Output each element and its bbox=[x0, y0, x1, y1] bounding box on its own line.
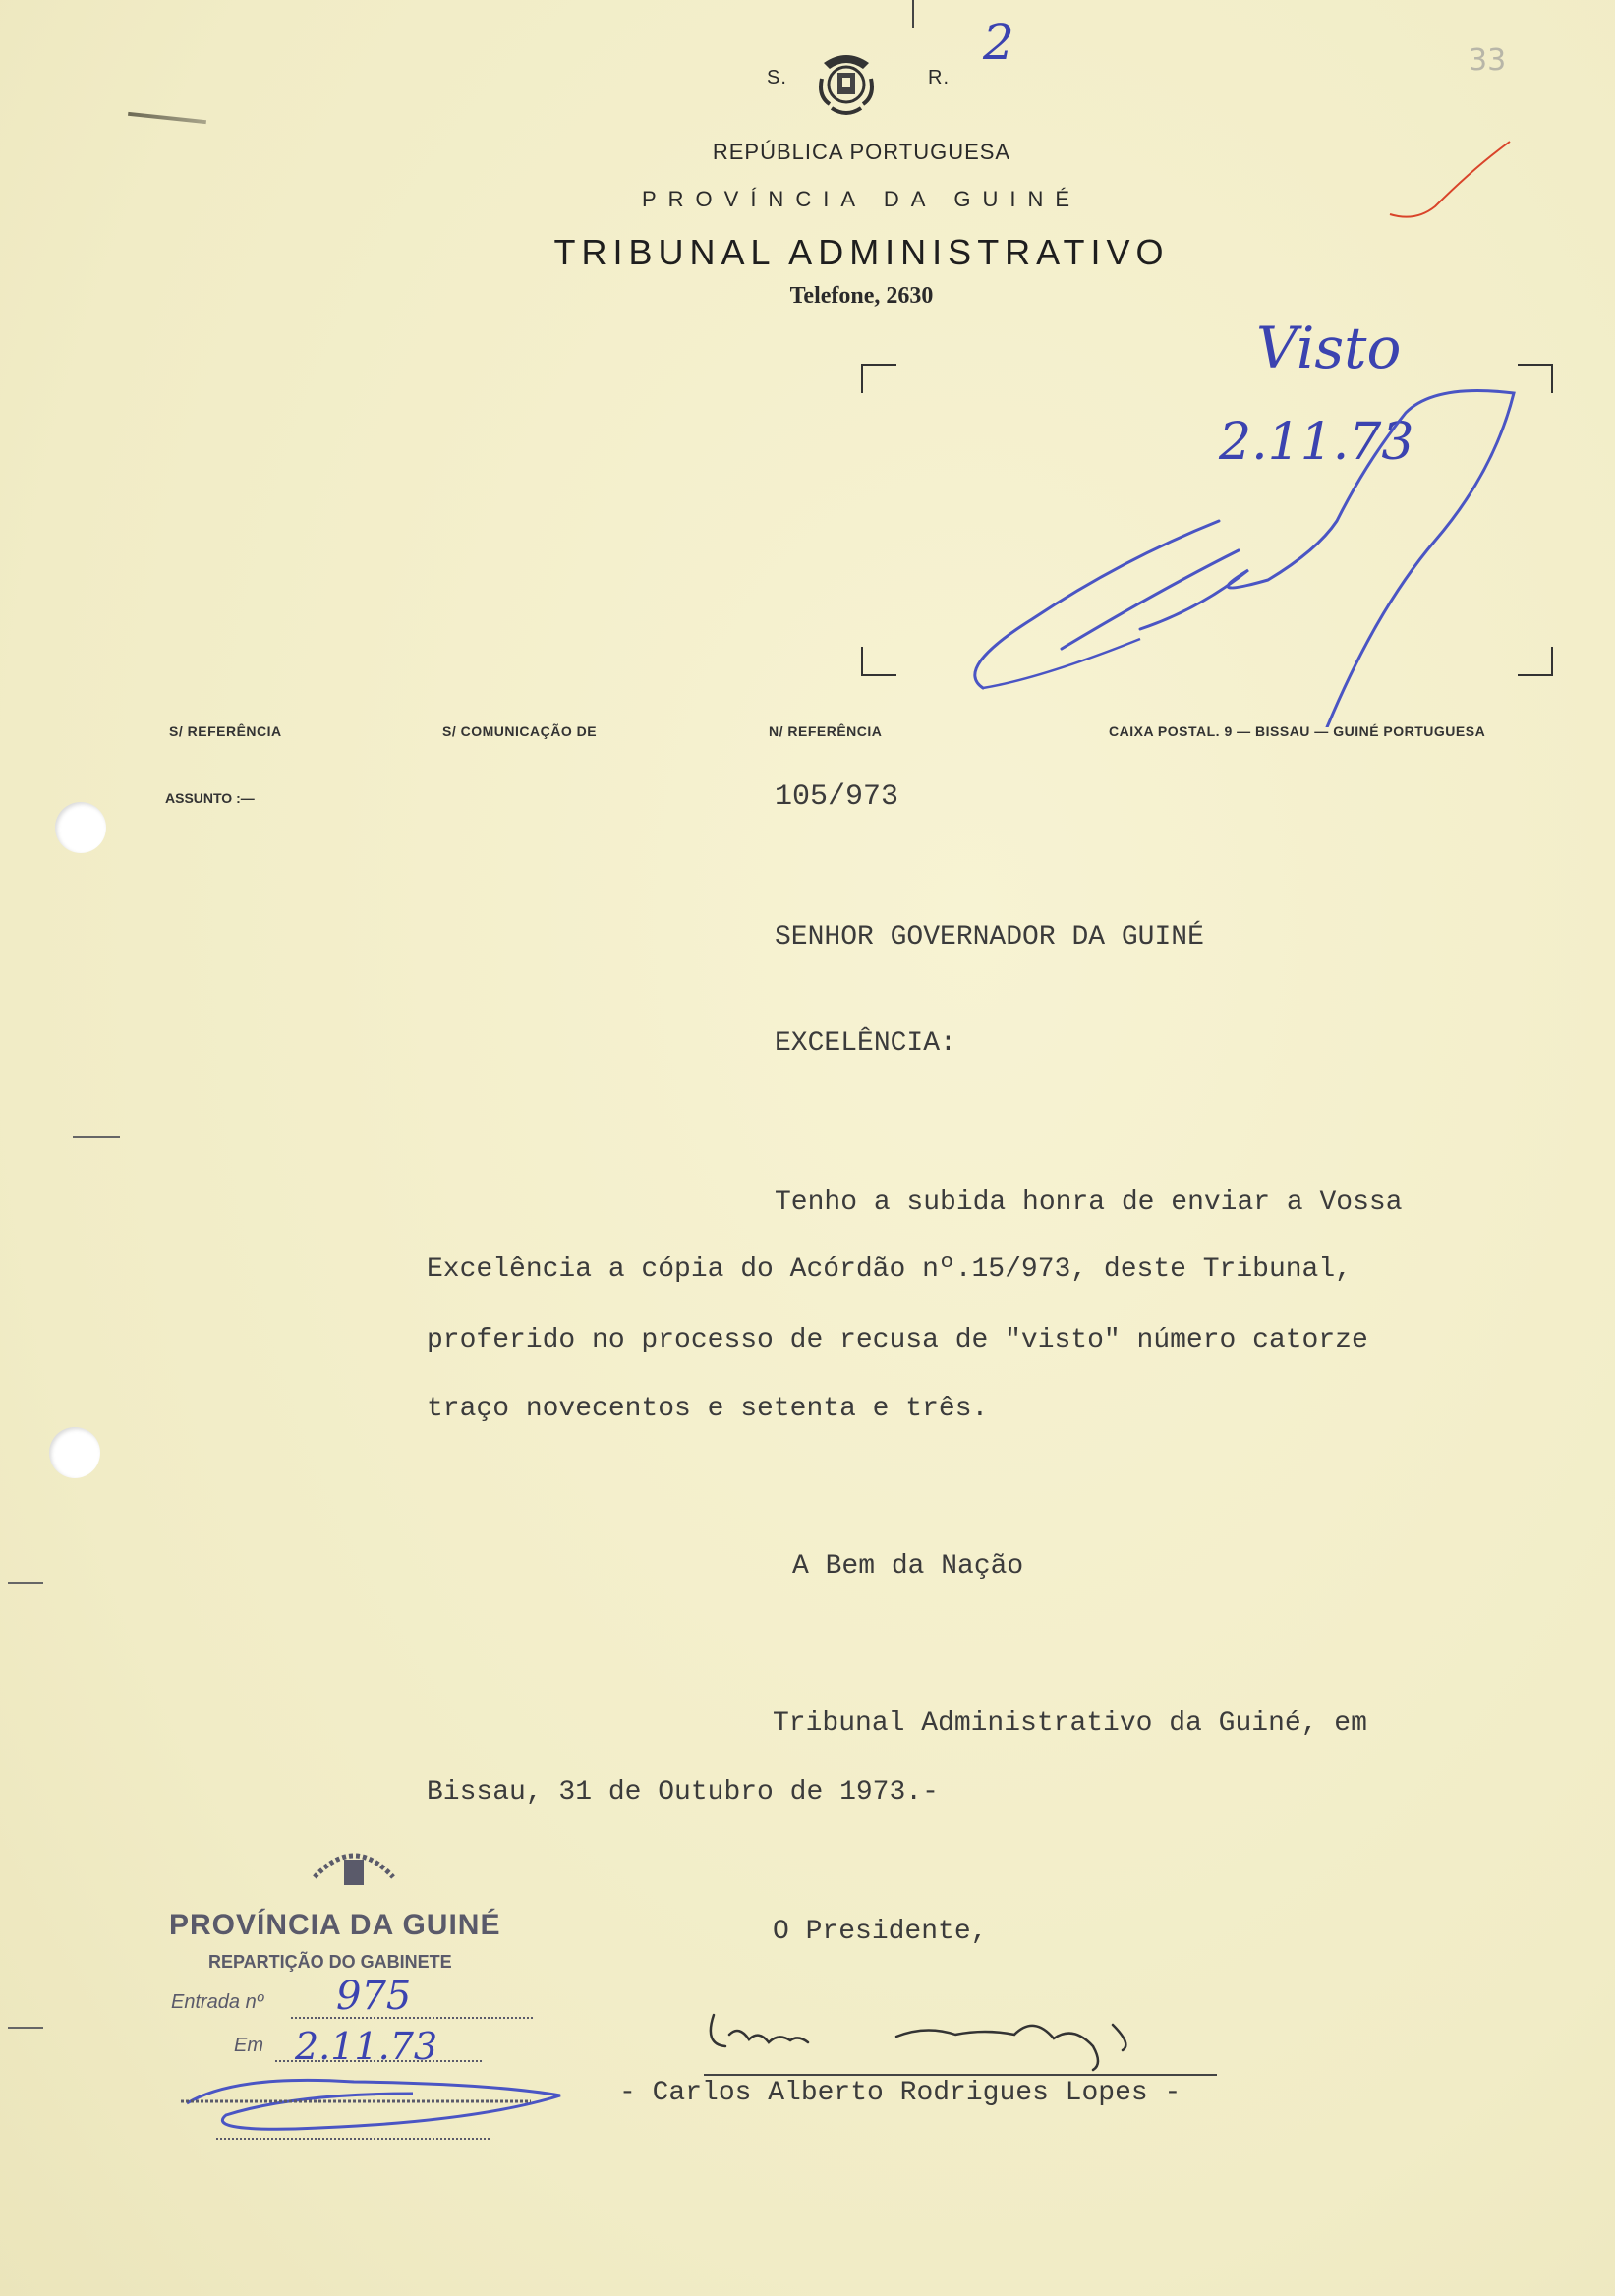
place-line-1: Tribunal Administrativo da Guiné, em bbox=[773, 1708, 1367, 1739]
top-tick-mark bbox=[912, 0, 914, 28]
stamp-crest-icon bbox=[307, 1838, 401, 1893]
folio-number: 33 bbox=[1469, 43, 1507, 78]
salutation: EXCELÊNCIA: bbox=[775, 1028, 956, 1059]
fold-mark bbox=[73, 1136, 120, 1138]
punch-hole-bottom bbox=[49, 1427, 100, 1478]
stamp-receipt-signature bbox=[177, 2064, 590, 2143]
page-number-handwritten: 2 bbox=[983, 14, 1014, 71]
visto-handwritten: Visto bbox=[1256, 315, 1402, 381]
n-referencia-label: N/ REFERÊNCIA bbox=[769, 723, 883, 739]
governor-signature-scribble bbox=[944, 373, 1533, 727]
s-comunicacao-label: S/ COMUNICAÇÃO DE bbox=[442, 723, 598, 739]
margin-mark-1 bbox=[8, 1582, 43, 1584]
body-line-2: Excelência a cópia do Acórdão nº.15/973, deste Tribunal, bbox=[427, 1254, 1352, 1285]
stamp-em-line bbox=[275, 2060, 482, 2062]
closing-phrase: A Bem da Nação bbox=[792, 1551, 1024, 1581]
n-referencia-value: 105/973 bbox=[775, 780, 899, 814]
sr-r-label: R. bbox=[928, 67, 950, 88]
tribunal-title: TRIBUNAL ADMINISTRATIVO bbox=[553, 232, 1170, 272]
visto-date-handwritten: 2.11.73 bbox=[1219, 413, 1414, 472]
caixa-postal-label: CAIXA POSTAL. 9 — BISSAU — GUINÉ PORTUGUESA bbox=[1109, 723, 1486, 739]
red-check-mark-icon bbox=[1386, 138, 1514, 226]
body-line-4: traço novecentos e setenta e três. bbox=[427, 1394, 989, 1424]
signatory-name: - Carlos Alberto Rodrigues Lopes - bbox=[619, 2078, 1182, 2108]
punch-hole-top bbox=[55, 802, 106, 853]
stamp-entrada-line bbox=[291, 2017, 533, 2019]
window-corner-top-left bbox=[861, 364, 896, 393]
window-corner-bottom-left bbox=[861, 647, 896, 676]
stamp-reparticao: REPARTIÇÃO DO GABINETE bbox=[208, 1952, 452, 1972]
telefone-line: Telefone, 2630 bbox=[789, 283, 934, 309]
sr-s-label: S. bbox=[767, 67, 787, 88]
assunto-label: ASSUNTO :— bbox=[165, 790, 255, 806]
stamp-em-label: Em bbox=[234, 2035, 263, 2056]
coat-of-arms-icon bbox=[818, 49, 875, 118]
provincia-header: PROVÍNCIA DA GUINÉ bbox=[641, 187, 1082, 211]
stamp-em-value: 2.11.73 bbox=[295, 2025, 438, 2068]
president-signature bbox=[700, 1985, 1211, 2074]
s-referencia-label: S/ REFERÊNCIA bbox=[169, 723, 282, 739]
stamp-entrada-label: Entrada nº bbox=[171, 1991, 264, 2013]
place-line-2: Bissau, 31 de Outubro de 1973.- bbox=[427, 1777, 939, 1808]
stamp-entrada-value: 975 bbox=[336, 1974, 412, 2019]
margin-mark-2 bbox=[8, 2027, 43, 2029]
stamp-provincia: PROVÍNCIA DA GUINÉ bbox=[169, 1909, 501, 1941]
body-line-3: proferido no processo de recusa de "visto" número catorze bbox=[427, 1325, 1368, 1355]
left-margin-scribble bbox=[128, 112, 206, 124]
republica-header: REPÚBLICA PORTUGUESA bbox=[712, 140, 1011, 164]
addressee: SENHOR GOVERNADOR DA GUINÉ bbox=[775, 922, 1204, 952]
president-role: O Presidente, bbox=[773, 1917, 988, 1947]
signature-underline bbox=[704, 2074, 1217, 2076]
body-line-1: Tenho a subida honra de enviar a Vossa bbox=[775, 1187, 1403, 1218]
